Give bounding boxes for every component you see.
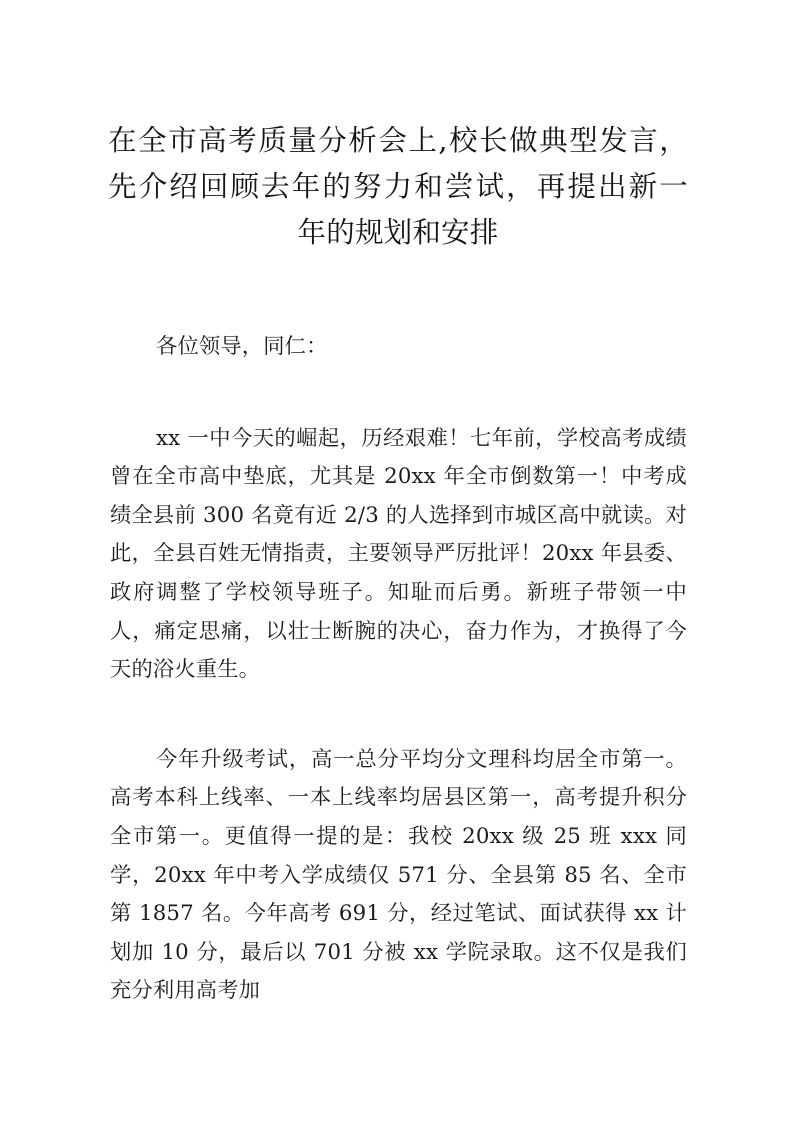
- page-title: [108, 118, 688, 256]
- title-line-1: 在全市高考质量分析会上,校长做典型发言，: [108, 124, 688, 157]
- document-body: [110, 328, 687, 1011]
- paragraph-spacer: [110, 690, 687, 741]
- title-line-3: 年的规划和安排: [297, 216, 499, 249]
- body-paragraph-2: 今年升级考试，高一总分平均分文理科均居全市第一。高考本科上线率、一本上线率均居县区第一，高考提升积分全市第一。更值得一提的是：我校 20xx 级 25 班 xxx 同学，20xx 年中考入学成绩仅 571 分、全县第 85 名、全市第 1857 名。今年高考 691 分，经过笔试、面试获得 xx 计划加 10 分，最后以 701 分被 xx 学院录取。这不仅是我们充分利用高考加: [110, 746, 687, 1004]
- title-line-2: 先介绍回顾去年的努力和尝试，再提出新一: [108, 170, 688, 203]
- salutation: 各位领导，同仁：: [156, 334, 328, 359]
- paragraph-spacer: [110, 367, 687, 420]
- body-paragraph-1: xx 一中今天的崛起，历经艰难！七年前，学校高考成绩曾在全市高中垫底，尤其是 20xx 年全市倒数第一！中考成绩全县前 300 名竟有近 2/3 的人选择到市城区高中就读。对此，全县百姓无情指责，主要领导严厉批评！20xx 年县委、政府调整了学校领导班子。知耻而后勇。新班子带领一中人，痛定思痛，以壮士断腕的决心，奋力作为，才换得了今天的浴火重生。: [110, 425, 687, 683]
